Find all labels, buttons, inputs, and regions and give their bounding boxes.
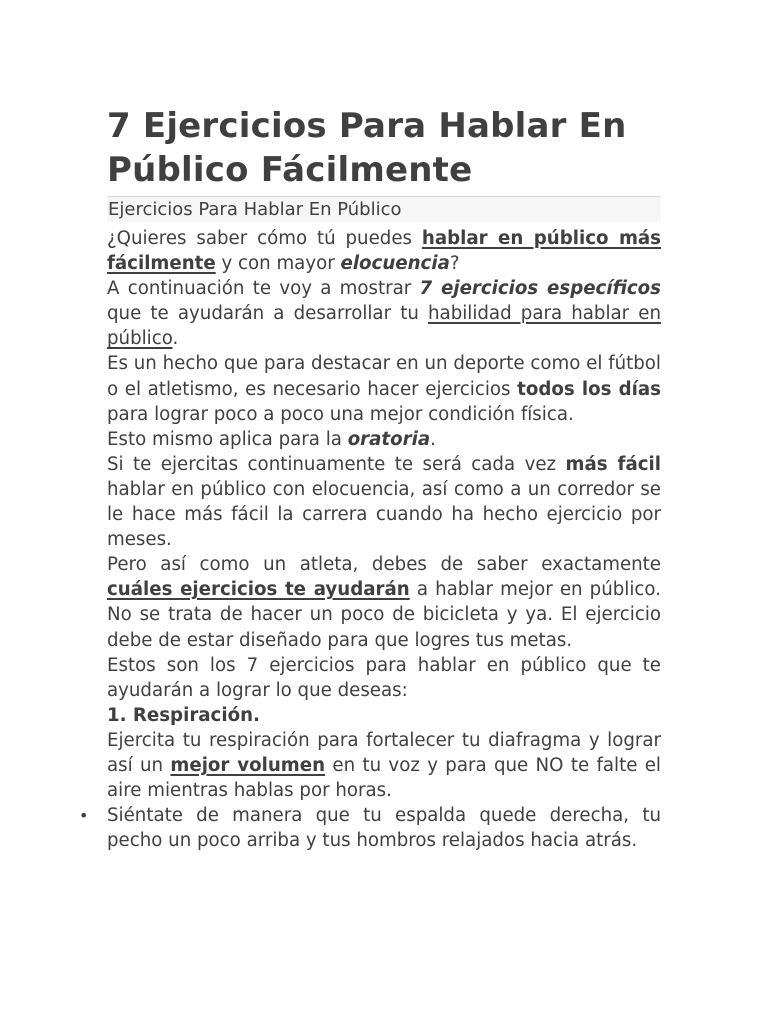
- bullet-icon: •: [79, 806, 89, 826]
- link-text: hablar en público más fácilmente: [107, 228, 661, 275]
- text: hablar en público con elocuencia, así como a un corredor se le hace más fácil la carrera cuando ha hecho ejercicio por meses.: [107, 478, 661, 551]
- text: a hablar mejor en público. No se trata de hacer un poco de bicicleta y ya. El ejercicio debe de estar diseñado para que logres tus metas.: [107, 579, 661, 651]
- paragraph-respiracion: [107, 728, 661, 803]
- text: ?: [449, 253, 460, 275]
- link-text: cuáles ejercicios te ayudarán: [107, 579, 410, 601]
- paragraph-intro: [107, 226, 661, 276]
- bold-todos-los-dias: todos los días: [517, 378, 661, 400]
- bold-mas-facil: más fácil: [565, 453, 661, 475]
- section-heading-respiracion: 1. Respiración.: [107, 704, 260, 726]
- paragraph-lista-intro: Estos son los 7 ejercicios para hablar en público que te ayudarán a lograr lo que deseas:: [107, 654, 661, 701]
- text: que te ayudarán a desarrollar tu: [107, 303, 429, 325]
- bullet-list: [79, 803, 661, 853]
- paragraph-deporte: [107, 351, 661, 426]
- text: para lograr poco a poco una mejor condición física.: [107, 403, 574, 425]
- article: [79, 104, 661, 853]
- emphasis-oratoria: oratoria: [347, 428, 431, 450]
- article-body: [79, 226, 661, 853]
- link-cuales-ejercicios[interactable]: [107, 579, 410, 600]
- text: ¿Quieres saber cómo tú puedes: [107, 228, 422, 249]
- text: Esto mismo aplica para la: [107, 428, 348, 450]
- article-subtitle: Ejercicios Para Hablar En Público: [107, 196, 661, 222]
- text: A continuación te voy a mostrar: [107, 278, 420, 300]
- emphasis-elocuencia: elocuencia: [340, 253, 450, 275]
- link-mejor-volumen[interactable]: [170, 755, 325, 776]
- paragraph-oratoria: [107, 427, 661, 452]
- text: .: [172, 328, 179, 350]
- link-text: mejor volumen: [170, 754, 326, 776]
- text: Si te ejercitas continuamente te será cada vez: [107, 453, 566, 475]
- link-habilidad[interactable]: habilidad para hablar en público: [107, 303, 661, 350]
- emphasis-ejercicios: 7 ejercicios específicos: [419, 278, 661, 300]
- text: Ejercita tu respiración para fortalecer tu diafragma y lograr así un: [107, 729, 661, 776]
- text: Es un hecho que para destacar en un deporte como el fútbol o el atletismo, es necesario hacer ejercicios: [107, 353, 661, 400]
- text: y con mayor: [215, 253, 341, 275]
- paragraph-atleta: [107, 552, 661, 652]
- list-item-text: Siéntate de manera que tu espalda quede derecha, tu pecho un poco arriba y tus hombros relajados hacia atrás.: [107, 805, 661, 852]
- list-item: [79, 803, 661, 853]
- text: en tu voz y para que NO te falte el aire mientras hablas por horas.: [107, 754, 661, 802]
- paragraph-continuacion: [107, 276, 661, 351]
- paragraph-ejercitas: [107, 452, 661, 552]
- page-title: 7 Ejercicios Para Hablar En Público Fácilmente: [107, 106, 627, 190]
- text: .: [430, 428, 436, 450]
- text: Pero así como un atleta, debes de saber exactamente: [107, 554, 661, 576]
